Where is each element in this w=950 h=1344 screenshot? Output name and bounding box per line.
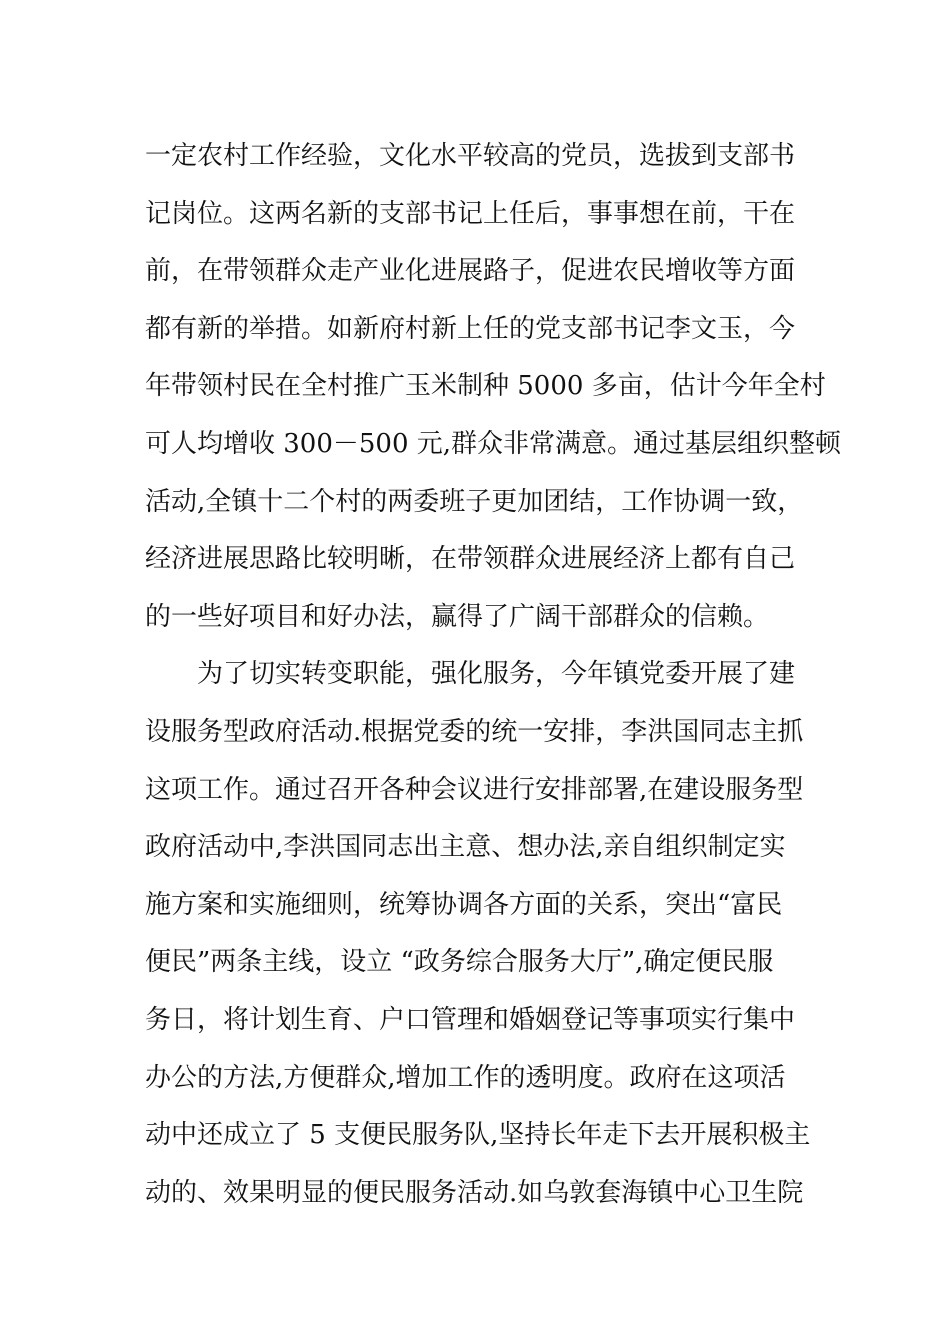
paragraph-line: 可人均增收 300－500 元,群众非常满意。通过基层组织整顿 [145,428,842,459]
paragraph-line: 施方案和实施细则，统筹协调各方面的关系，突出“富民 [145,889,783,920]
paragraph-line: 这项工作。通过召开各种会议进行安排部署,在建设服务型 [145,774,804,805]
paragraph-line: 年带领村民在全村推广玉米制种 5000 多亩，估计今年全村 [145,371,826,402]
paragraph-line: 前，在带领群众走产业化进展路子，促进农民增收等方面 [145,256,796,287]
paragraph-line: 政府活动中,李洪国同志出主意、想办法,亲自组织制定实 [145,832,786,863]
paragraph-line: 动中还成立了 5 支便民服务队,坚持长年走下去开展积极主 [145,1120,811,1151]
paragraph-line: 为了切实转变职能，强化服务，今年镇党委开展了建 [197,659,796,690]
paragraph-line: 设服务型政府活动.根据党委的统一安排，李洪国同志主抓 [145,716,804,747]
paragraph-line: 务日，将计划生育、户口管理和婚姻登记等事项实行集中 [145,1004,796,1035]
paragraph-line: 都有新的举措。如新府村新上任的党支部书记李文玉，今 [145,313,796,344]
paragraph-line: 动的、效果明显的便民服务活动.如乌敦套海镇中心卫生院 [145,1177,804,1208]
paragraph-1 [145,128,842,646]
paragraph-line: 活动,全镇十二个村的两委班子更加团结，工作协调一致， [145,486,804,517]
paragraph-line: 记岗位。这两名新的支部书记上任后，事事想在前，干在 [145,198,796,229]
paragraph-line: 办公的方法,方便群众,增加工作的透明度。政府在这项活 [145,1062,786,1093]
paragraph-line: 一定农村工作经验，文化水平较高的党员，选拔到支部书 [145,141,796,171]
paragraph-line: 的一些好项目和好办法，赢得了广阔干部群众的信赖。 [145,601,770,632]
paragraph-line: 便民”两条主线，设立 “政务综合服务大厅”,确定便民服 [145,947,774,978]
document-body [145,128,842,1222]
paragraph-line: 经济进展思路比较明晰，在带领群众进展经济上都有自己 [145,544,796,575]
paragraph-2 [145,646,810,1222]
